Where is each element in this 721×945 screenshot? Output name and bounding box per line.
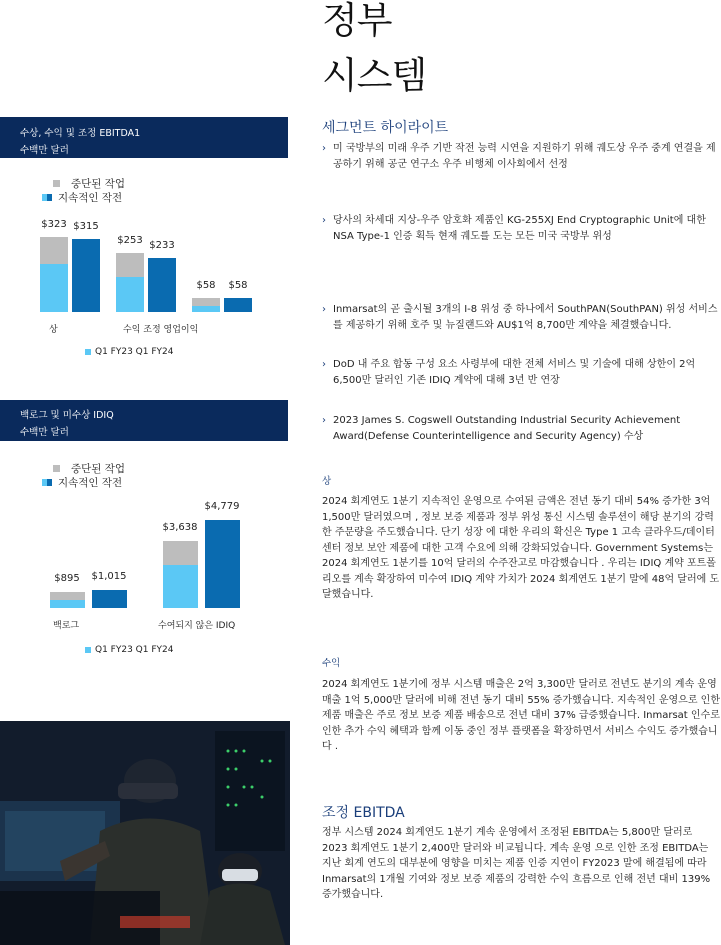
- chart1-legend-continuing: [42, 190, 122, 205]
- revenue-heading: 수익: [322, 658, 341, 669]
- highlight-bullet: [322, 213, 718, 244]
- chart2-bar-idiq-fy23-discontinued: [163, 541, 198, 565]
- chart1-header-title: 수상, 수익 및 조정 EBITDA1: [20, 128, 141, 139]
- dark-blue-swatch: [47, 194, 52, 201]
- chart1-footer-legend: [85, 347, 173, 357]
- ebitda-heading: 조정 EBITDA: [322, 805, 405, 821]
- bullet-marker-icon: ›: [322, 215, 326, 226]
- chart2-category-label: 백로그: [53, 621, 80, 631]
- chart1-footer-legend-label: Q1 FY23 Q1 FY24: [95, 347, 174, 357]
- chart2-bar-backlog-fy24: [92, 590, 127, 608]
- chart1-bar-ebitda-fy23-discontinued: [192, 298, 220, 306]
- highlight-bullet: [322, 141, 718, 172]
- photo-soldiers-vr: [0, 721, 290, 945]
- highlights-heading: 세그먼트 하이라이트: [322, 120, 449, 136]
- revenue-paragraph: 2024 회계연도 1분기에 정부 시스템 매출은 2억 3,300만 달러로 전년도 분기의 계속 운영 매출 1억 5,000만 달러에 비해 전년 동기 대비 55% 증가했습니다. 지속적인 운영으로 인한 제품 매출은 주로 정보 보증 제품 배송으로 전년 대비 37% 급증했습니다. Inmarsat 인수로 인한 추가 수익 혜택과 함께 이동 중인 정부 플랫폼을 확장하면서 서비스 수익도 증가했습니다 .: [322, 679, 720, 752]
- highlight-bullet: [322, 302, 718, 333]
- chart2-bar-backlog-fy23-discontinued: [50, 592, 85, 600]
- light-blue-swatch: [85, 349, 91, 355]
- highlight-bullet-text: DoD 내 주요 합동 구성 요소 사령부에 대한 전체 서비스 및 기술에 대해 상한이 2억 6,500만 달러인 기존 IDIQ 계약에 대해 3년 반 연장: [333, 359, 696, 386]
- bullet-marker-icon: ›: [322, 143, 326, 154]
- chart1-value-label: $58: [196, 280, 216, 291]
- chart1-legend-discontinued: [52, 176, 125, 191]
- chart2-header-title: 백로그 및 미수상 IDIQ: [20, 410, 114, 421]
- chart2-legend-discontinued: [52, 461, 125, 476]
- chart1-legend-discontinued-label: 중단된 작업: [71, 178, 126, 190]
- bullet-marker-icon: ›: [322, 359, 326, 370]
- page-title-line1: 정부: [322, 0, 392, 42]
- chart2-legend-discontinued-label: 중단된 작업: [71, 463, 126, 475]
- photo-illustration: [0, 721, 290, 945]
- chart1-bar-ebitda-fy24: [224, 298, 252, 312]
- chart1-value-label: $315: [73, 221, 99, 232]
- chart2-category-label: 수여되지 않은 IDIQ: [158, 621, 236, 631]
- award-heading: 상: [322, 476, 332, 487]
- chart2-footer-legend-label: Q1 FY23 Q1 FY24: [95, 645, 174, 655]
- light-blue-swatch: [85, 647, 91, 653]
- chart1-bar-revenue-fy24: [148, 258, 176, 312]
- highlight-bullet: [322, 357, 718, 388]
- chart1-header: [0, 117, 288, 158]
- chart1-header-unit: 수백만 달러: [20, 145, 69, 156]
- chart2-value-label: $1,015: [91, 571, 127, 582]
- chart1-bar-revenue-fy23-continuing: [116, 277, 144, 312]
- highlight-bullet-text: 미 국방부의 미래 우주 기반 작전 능력 시연을 지원하기 위해 궤도상 우주 중계 연결을 제공하기 위해 공군 연구소 우주 비행체 이사회에서 선정: [333, 143, 716, 170]
- chart2-value-label: $3,638: [162, 522, 198, 533]
- dark-blue-swatch: [47, 479, 52, 486]
- chart1-category-label: 상: [49, 325, 58, 335]
- page-title-line2: 시스템: [322, 54, 427, 97]
- chart2-value-label: $895: [54, 573, 80, 584]
- chart2-legend-continuing: [42, 475, 122, 490]
- chart2-header-unit: 수백만 달러: [20, 427, 69, 438]
- chart1-bar-revenue-fy23-discontinued: [116, 253, 144, 277]
- award-paragraph: 2024 회계연도 1분기 지속적인 운영으로 수여된 금액은 전년 동기 대비 54% 증가한 3억 1,500만 달러였으며 , 정보 보증 제품과 정부 위성 통신 시스템 솔루션이 해당 분기의 강력한 주문량을 주도했습니다. 단기 성장 에 대한 우리의 확신은 Type 1 고속 클라우드/데이터 센터 정보 보안 제품에 대한 고객 수요에 의해 강화되었습니다. Government Systems는 2024 회계연도 1분기를 10억 달러의 수주잔고로 마감했습니다 . 우리는 IDIQ 계약 포트폴리오를 계속 확장하여 미수여 IDIQ 계약 가치가 2024 회계연도 1분기 말에 48억 달러에 도달했습니다.: [322, 496, 720, 600]
- chart1-value-label: $323: [41, 219, 67, 230]
- chart1-bar-award-fy24: [72, 239, 100, 312]
- chart1-bar-award-fy23-continuing: [40, 264, 68, 312]
- chart1-value-label: $253: [117, 235, 143, 246]
- chart2-value-label: $4,779: [204, 501, 240, 512]
- chart2-legend-continuing-label: 지속적인 작전: [58, 477, 123, 489]
- chart1-bar-award-fy23-discontinued: [40, 237, 68, 264]
- chart1-value-label: $233: [149, 240, 175, 251]
- highlight-bullet-text: Inmarsat의 곧 출시될 3개의 I-8 위성 중 하나에서 SouthPAN(SouthPAN) 위성 서비스를 제공하기 위해 호주 및 뉴질랜드와 AU$1억 8,700만 계약을 체결했습니다.: [333, 304, 718, 331]
- chart2-bar-idiq-fy23-continuing: [163, 565, 198, 608]
- chart1-legend-continuing-label: 지속적인 작전: [58, 192, 123, 204]
- chart2-footer-legend: [85, 645, 173, 655]
- bullet-marker-icon: ›: [322, 415, 326, 426]
- bullet-marker-icon: ›: [322, 304, 326, 315]
- chart1-value-label: $58: [228, 280, 248, 291]
- gray-swatch: [53, 180, 60, 187]
- highlight-bullet-text: 당사의 차세대 지상-우주 암호화 제품인 KG-255XJ End Cryptographic Unit에 대한 NSA Type-1 인증 획득 현재 궤도를 도는 모든 미국 국방부 위성: [333, 215, 706, 242]
- gray-swatch: [53, 465, 60, 472]
- ebitda-paragraph: 정부 시스템 2024 회계연도 1분기 계속 운영에서 조정된 EBITDA는 5,800만 달러로 2023 회계연도 1분기 2,400만 달러와 비교됩니다. 계속 운영 으로 인한 조정 EBITDA는 지난 회계 연도의 대부분에 영향을 미치는 제품 인증 지연이 FY2023 말에 해결됨에 따라 Inmarsat의 1개월 기여와 정보 보증 제품의 강력한 수익 흐름으로 인해 전년 대비 139% 증가했습니다.: [322, 827, 711, 900]
- chart1-bar-ebitda-fy23-continuing: [192, 306, 220, 312]
- chart1-category-label: 수익 조정 영업이익: [123, 325, 199, 335]
- highlight-bullet-text: 2023 James S. Cogswell Outstanding Industrial Security Achievement Award(Defense Counterintelligence and Security Agency) 수상: [333, 415, 681, 442]
- chart2-header: [0, 400, 288, 441]
- chart2-bar-backlog-fy23-continuing: [50, 600, 85, 608]
- highlight-bullet: [322, 413, 718, 444]
- chart2-bar-idiq-fy24: [205, 520, 240, 608]
